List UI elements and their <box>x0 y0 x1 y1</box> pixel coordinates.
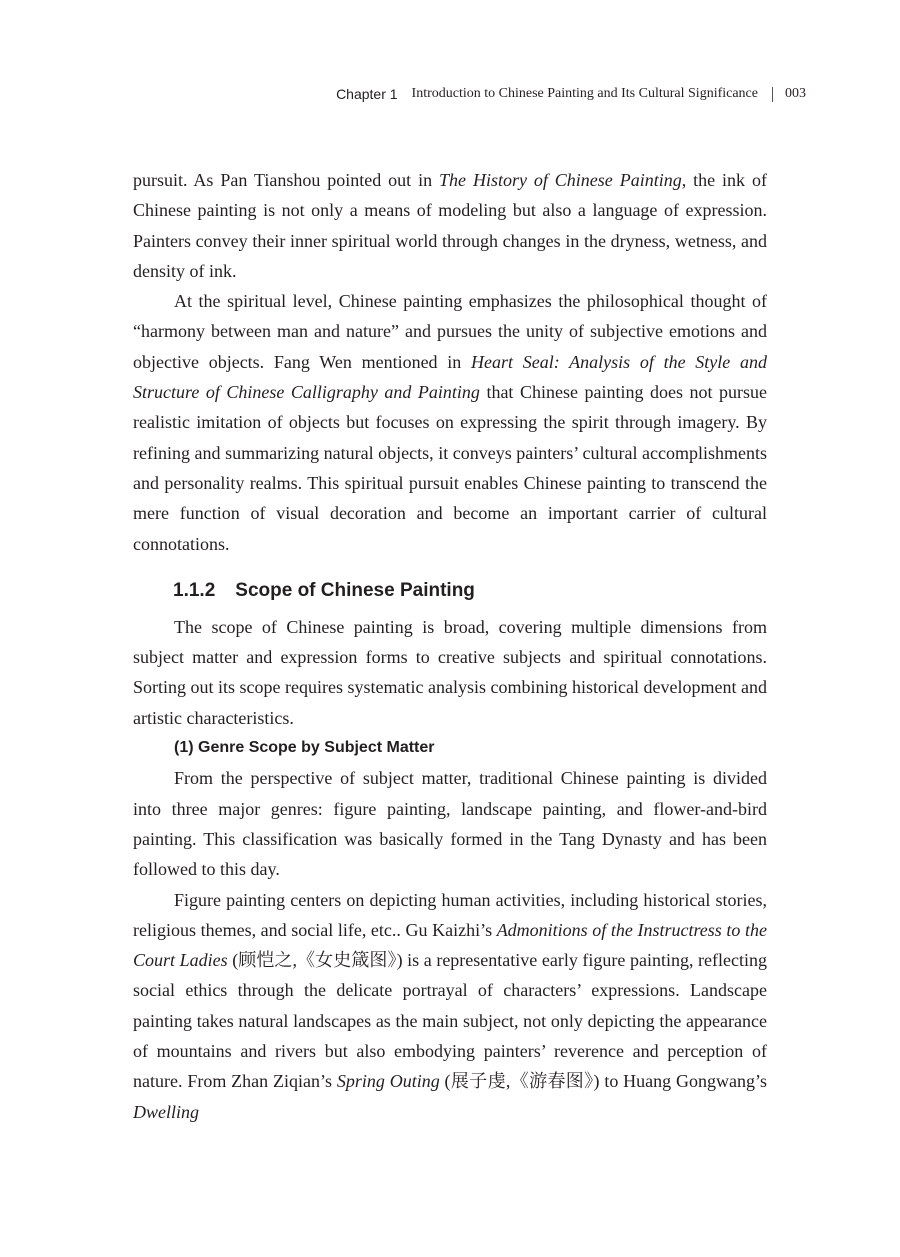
paragraph-text: , the ink of Chinese painting is not only a means of modeling but also a language of expression. Painters convey their inner spiritual world through changes in the dryness, wetness, and density of ink. <box>133 170 767 281</box>
book-title-heart-seal: Heart Seal: Analysis of the Style and Structure of Chinese Calligraphy and Painting <box>133 351 767 403</box>
paragraph-genres: From the perspective of subject matter, traditional Chinese painting is divided into three major genres: figure painting, landscape painting, and flower-and-bird painting. This classification was basically formed in the Tang Dynasty and has been followed to this day. <box>133 768 767 880</box>
running-header <box>336 86 806 102</box>
paragraph-ink-expression <box>133 165 767 286</box>
page-number: 003 <box>785 86 806 101</box>
artwork-title-admonitions: Admonitions of the Instructress to the Court Ladies <box>133 919 767 971</box>
section-heading <box>173 576 767 606</box>
paragraph-text: (顾恺之,《女史箴图》) is a representative early figure painting, reflecting social ethics through the delicate portrayal of characters’ expressions. Landscape painting takes natural landscapes as the main subject, not only depicting the appearance of mountains and rivers but also embodying painters’ reverence and perception of nature. From Zhan Ziqian’s <box>133 950 767 1092</box>
body-text <box>133 165 767 1127</box>
chapter-label: Chapter 1 <box>336 86 398 102</box>
chapter-title: Introduction to Chinese Painting and Its Cultural Significance <box>411 86 758 101</box>
header-divider <box>772 87 773 102</box>
paragraph-text: At the spiritual level, Chinese painting emphasizes the philosophical thought of “harmony between man and nature” and pursues the unity of subjective emotions and objective objects. Fang Wen mentioned in <box>133 291 767 372</box>
paragraph-text: that Chinese painting does not pursue realistic imitation of objects but focuses on expressing the spirit through imagery. By refining and summarizing natural objects, it conveys painters’ cultural accomplishments and personality realms. This spiritual pursuit enables Chinese painting to transcend the mere function of visual decoration and become an important carrier of cultural connotations. <box>133 382 767 554</box>
subsection-heading: (1) Genre Scope by Subject Matter <box>174 739 435 757</box>
section-title: Scope of Chinese Painting <box>235 579 475 601</box>
paragraph-figure-painting <box>133 885 767 1127</box>
paragraph-spiritual-level <box>133 286 767 559</box>
paragraph-text: (展子虔,《游春图》) to Huang Gongwang’s <box>439 1071 767 1092</box>
paragraph-text: Figure painting centers on depicting human activities, including historical stories, religious themes, and social life, etc.. Gu Kaizhi’s <box>133 889 767 940</box>
paragraph-scope: The scope of Chinese painting is broad, covering multiple dimensions from subject matter and expression forms to creative subjects and spiritual connotations. Sorting out its scope requires systematic analysis combining historical development and artistic characteristics. <box>133 616 767 728</box>
paragraph-text: pursuit. As Pan Tianshou pointed out in <box>133 170 440 190</box>
artwork-title-spring-outing: Spring Outing <box>336 1071 440 1092</box>
book-title-history-of-chinese-painting: The History of Chinese Painting <box>439 170 682 190</box>
artwork-title-dwelling: Dwelling <box>133 1101 199 1122</box>
section-number: 1.1.2 <box>173 579 216 601</box>
